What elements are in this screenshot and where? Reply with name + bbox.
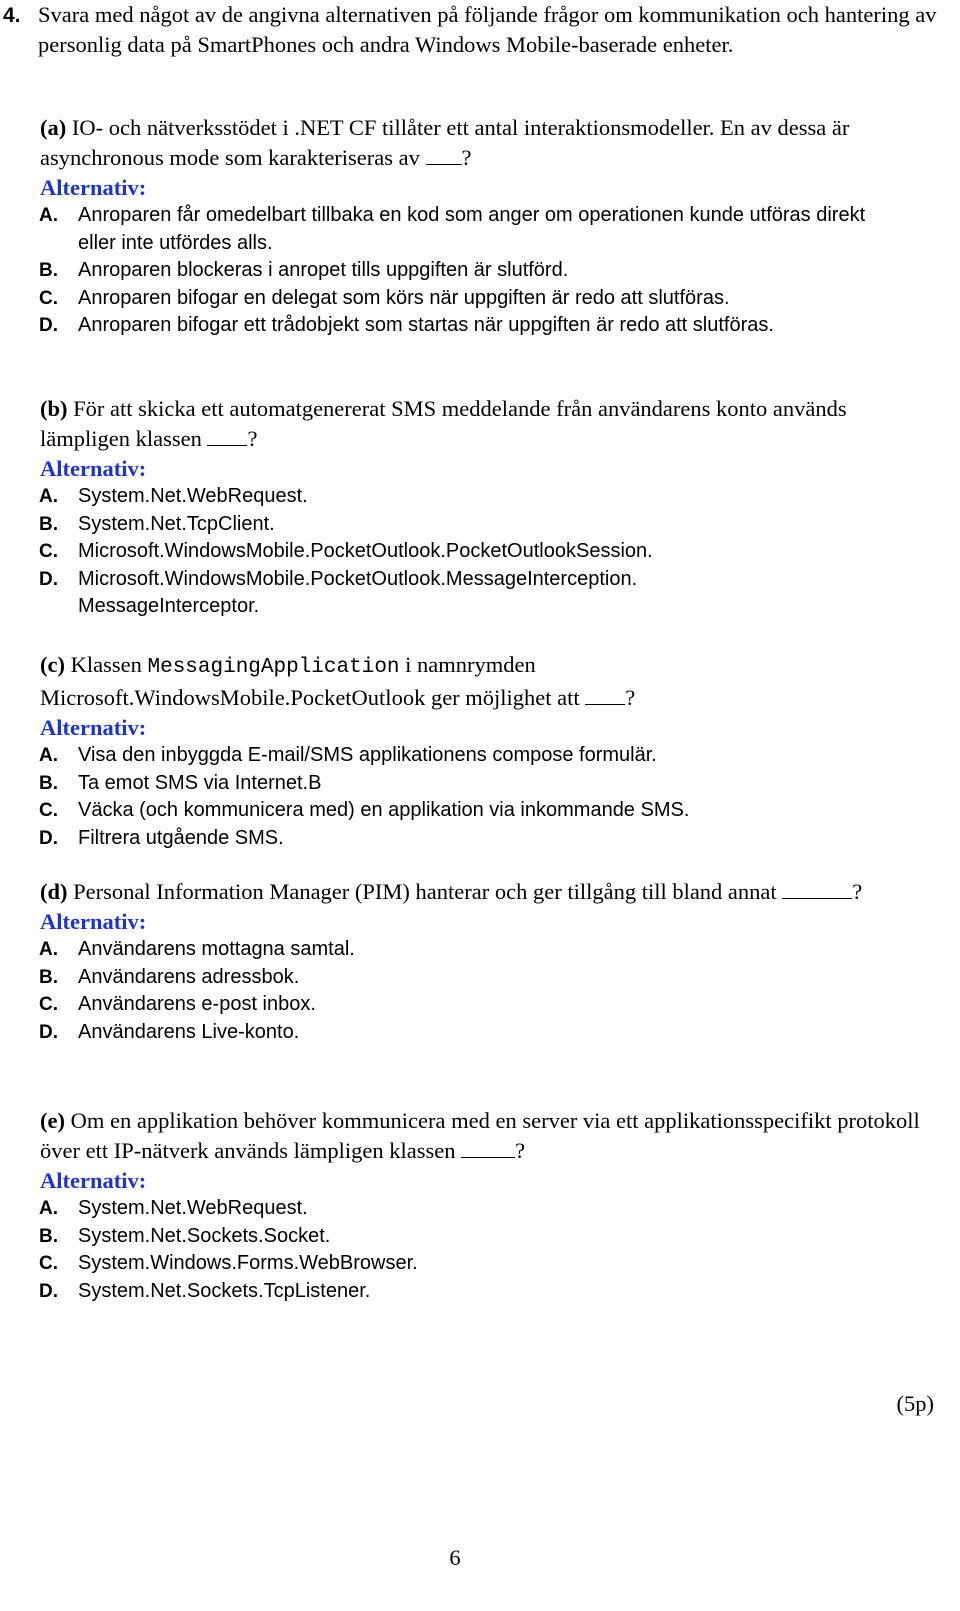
part-c bbox=[40, 650, 940, 852]
part-a-options bbox=[0, 202, 940, 340]
part-b-text: För att skicka ett automatgenererat SMS meddelande från användarens konto används lämpligen klassen bbox=[40, 396, 847, 451]
part-c-options bbox=[0, 742, 940, 852]
option-text: Visa den inbyggda E-mail/SMS applikationens compose formulär. bbox=[78, 744, 657, 766]
option-letter: C. bbox=[39, 541, 58, 562]
option-b bbox=[0, 257, 878, 285]
option-letter: A. bbox=[39, 745, 58, 766]
part-c-text-before-code: Klassen bbox=[70, 652, 142, 677]
option-text: System.Net.TcpClient. bbox=[78, 512, 275, 535]
option-letter: C. bbox=[39, 1253, 58, 1274]
part-e bbox=[40, 1106, 940, 1305]
answer-blank bbox=[461, 1137, 515, 1158]
answer-blank bbox=[585, 684, 625, 705]
part-b-question bbox=[40, 394, 940, 454]
option-text: Anroparen får omedelbart tillbaka en kod som anger om operationen kunde utföras direkt eller inte utfördes alls. bbox=[78, 204, 866, 254]
option-c bbox=[0, 1250, 878, 1278]
option-a bbox=[0, 1195, 878, 1223]
option-letter: A. bbox=[39, 939, 58, 960]
option-letter: D. bbox=[39, 827, 58, 849]
option-letter: B. bbox=[39, 966, 58, 988]
part-b bbox=[40, 394, 940, 621]
part-e-question bbox=[40, 1106, 940, 1166]
option-b bbox=[0, 1223, 878, 1251]
option-text: System.Net.WebRequest. bbox=[78, 485, 308, 507]
answer-blank bbox=[207, 425, 247, 446]
option-text: Användarens e-post inbox. bbox=[78, 993, 316, 1015]
part-e-text: Om en applikation behöver kommunicera med en server via ett applikationsspecifikt protokoll över ett IP-nätverk används lämpligen klassen bbox=[40, 1108, 920, 1163]
part-d-text: Personal Information Manager (PIM) hanterar och ger tillgång till bland annat bbox=[73, 879, 777, 904]
part-d-question bbox=[40, 877, 900, 907]
option-a bbox=[0, 483, 878, 511]
part-e-label: (e) bbox=[40, 1108, 65, 1133]
part-d-options bbox=[0, 936, 940, 1046]
option-c bbox=[0, 538, 878, 566]
part-b-options bbox=[0, 483, 940, 621]
option-letter: D. bbox=[39, 1280, 58, 1302]
option-c bbox=[0, 991, 878, 1019]
option-letter: B. bbox=[39, 1225, 58, 1247]
option-a bbox=[0, 742, 878, 770]
option-text: System.Net.Sockets.TcpListener. bbox=[78, 1279, 371, 1302]
option-letter: B. bbox=[39, 513, 58, 535]
option-a bbox=[0, 936, 878, 964]
option-text: System.Net.WebRequest. bbox=[78, 1197, 308, 1219]
part-d-label: (d) bbox=[40, 879, 68, 904]
part-a-question bbox=[40, 113, 940, 173]
part-c-question bbox=[40, 650, 680, 713]
option-text: Väcka (och kommunicera med) en applikation via inkommande SMS. bbox=[78, 799, 690, 821]
option-text: Användarens adressbok. bbox=[78, 965, 300, 988]
option-a bbox=[0, 202, 878, 257]
option-letter: B. bbox=[39, 772, 58, 794]
option-d bbox=[0, 312, 848, 340]
option-c bbox=[0, 797, 898, 825]
part-a-label: (a) bbox=[40, 115, 67, 140]
option-b bbox=[0, 964, 878, 992]
alternatives-label: Alternativ: bbox=[40, 175, 147, 200]
points-label: (5p) bbox=[896, 1391, 934, 1416]
option-letter: D. bbox=[39, 1021, 58, 1043]
part-a-qmark: ? bbox=[461, 145, 472, 170]
part-c-qmark: ? bbox=[625, 685, 636, 710]
option-letter: B. bbox=[39, 260, 58, 281]
option-b bbox=[0, 770, 878, 798]
option-text: Ta emot SMS via Internet.B bbox=[78, 771, 322, 794]
option-d bbox=[0, 1019, 878, 1047]
option-letter: A. bbox=[39, 205, 58, 226]
option-text: Anroparen bifogar ett trådobjekt som startas när uppgiften är redo att slutföras. bbox=[78, 314, 774, 336]
option-c bbox=[0, 285, 908, 313]
part-d bbox=[40, 877, 940, 1046]
option-letter: D. bbox=[39, 315, 58, 336]
answer-blank bbox=[426, 144, 462, 165]
option-text: System.Windows.Forms.WebBrowser. bbox=[78, 1252, 418, 1274]
part-e-qmark: ? bbox=[515, 1138, 526, 1163]
part-a bbox=[40, 113, 940, 340]
option-text: Filtrera utgående SMS. bbox=[78, 826, 284, 849]
option-letter: A. bbox=[39, 1198, 58, 1219]
option-text: System.Net.Sockets.Socket. bbox=[78, 1224, 331, 1247]
option-letter: C. bbox=[39, 287, 58, 309]
alternatives-label: Alternativ: bbox=[40, 1168, 147, 1193]
option-letter: C. bbox=[39, 800, 58, 821]
option-b bbox=[0, 511, 878, 539]
part-c-text: i namnrymden Microsoft.WindowsMobile.PocketOutlook ger möjlighet att bbox=[40, 652, 580, 710]
alternatives-label: Alternativ: bbox=[40, 909, 147, 934]
option-d bbox=[0, 566, 778, 621]
option-text: Microsoft.WindowsMobile.PocketOutlook.MessageInterception. MessageInterceptor. bbox=[78, 567, 638, 617]
option-text: Anroparen bifogar en delegat som körs när uppgiften är redo att slutföras. bbox=[78, 286, 730, 309]
option-d bbox=[0, 825, 878, 853]
part-a-text: IO- och nätverksstödet i .NET CF tillåter ett antal interaktionsmodeller. En av dessa är asynchronous mode som karakteriseras av bbox=[40, 115, 850, 170]
alternatives-label: Alternativ: bbox=[40, 456, 147, 481]
option-text: Användarens mottagna samtal. bbox=[78, 938, 355, 960]
option-text: Anroparen blockeras i anropet tills uppgiften är slutförd. bbox=[78, 259, 569, 281]
class-name-code: MessagingApplication bbox=[147, 656, 400, 679]
page-number: 6 bbox=[449, 1545, 461, 1570]
part-b-qmark: ? bbox=[247, 426, 258, 451]
option-d bbox=[0, 1278, 878, 1306]
alternatives-label: Alternativ: bbox=[40, 715, 147, 740]
answer-blank bbox=[782, 878, 852, 899]
option-letter: C. bbox=[39, 994, 58, 1015]
part-d-qmark: ? bbox=[852, 879, 863, 904]
option-letter: D. bbox=[39, 568, 58, 590]
part-b-label: (b) bbox=[40, 396, 68, 421]
option-text: Microsoft.WindowsMobile.PocketOutlook.PocketOutlookSession. bbox=[78, 540, 653, 562]
part-c-label: (c) bbox=[40, 652, 65, 677]
question-intro: Svara med något av de angivna alternativen på följande frågor om kommunikation och hantering av personlig data på SmartPhones och andra Windows Mobile-baserade enheter. bbox=[38, 2, 937, 57]
option-text: Användarens Live-konto. bbox=[78, 1020, 300, 1043]
option-letter: A. bbox=[39, 486, 58, 507]
question-number: 4. bbox=[3, 4, 21, 27]
part-e-options bbox=[0, 1195, 940, 1305]
